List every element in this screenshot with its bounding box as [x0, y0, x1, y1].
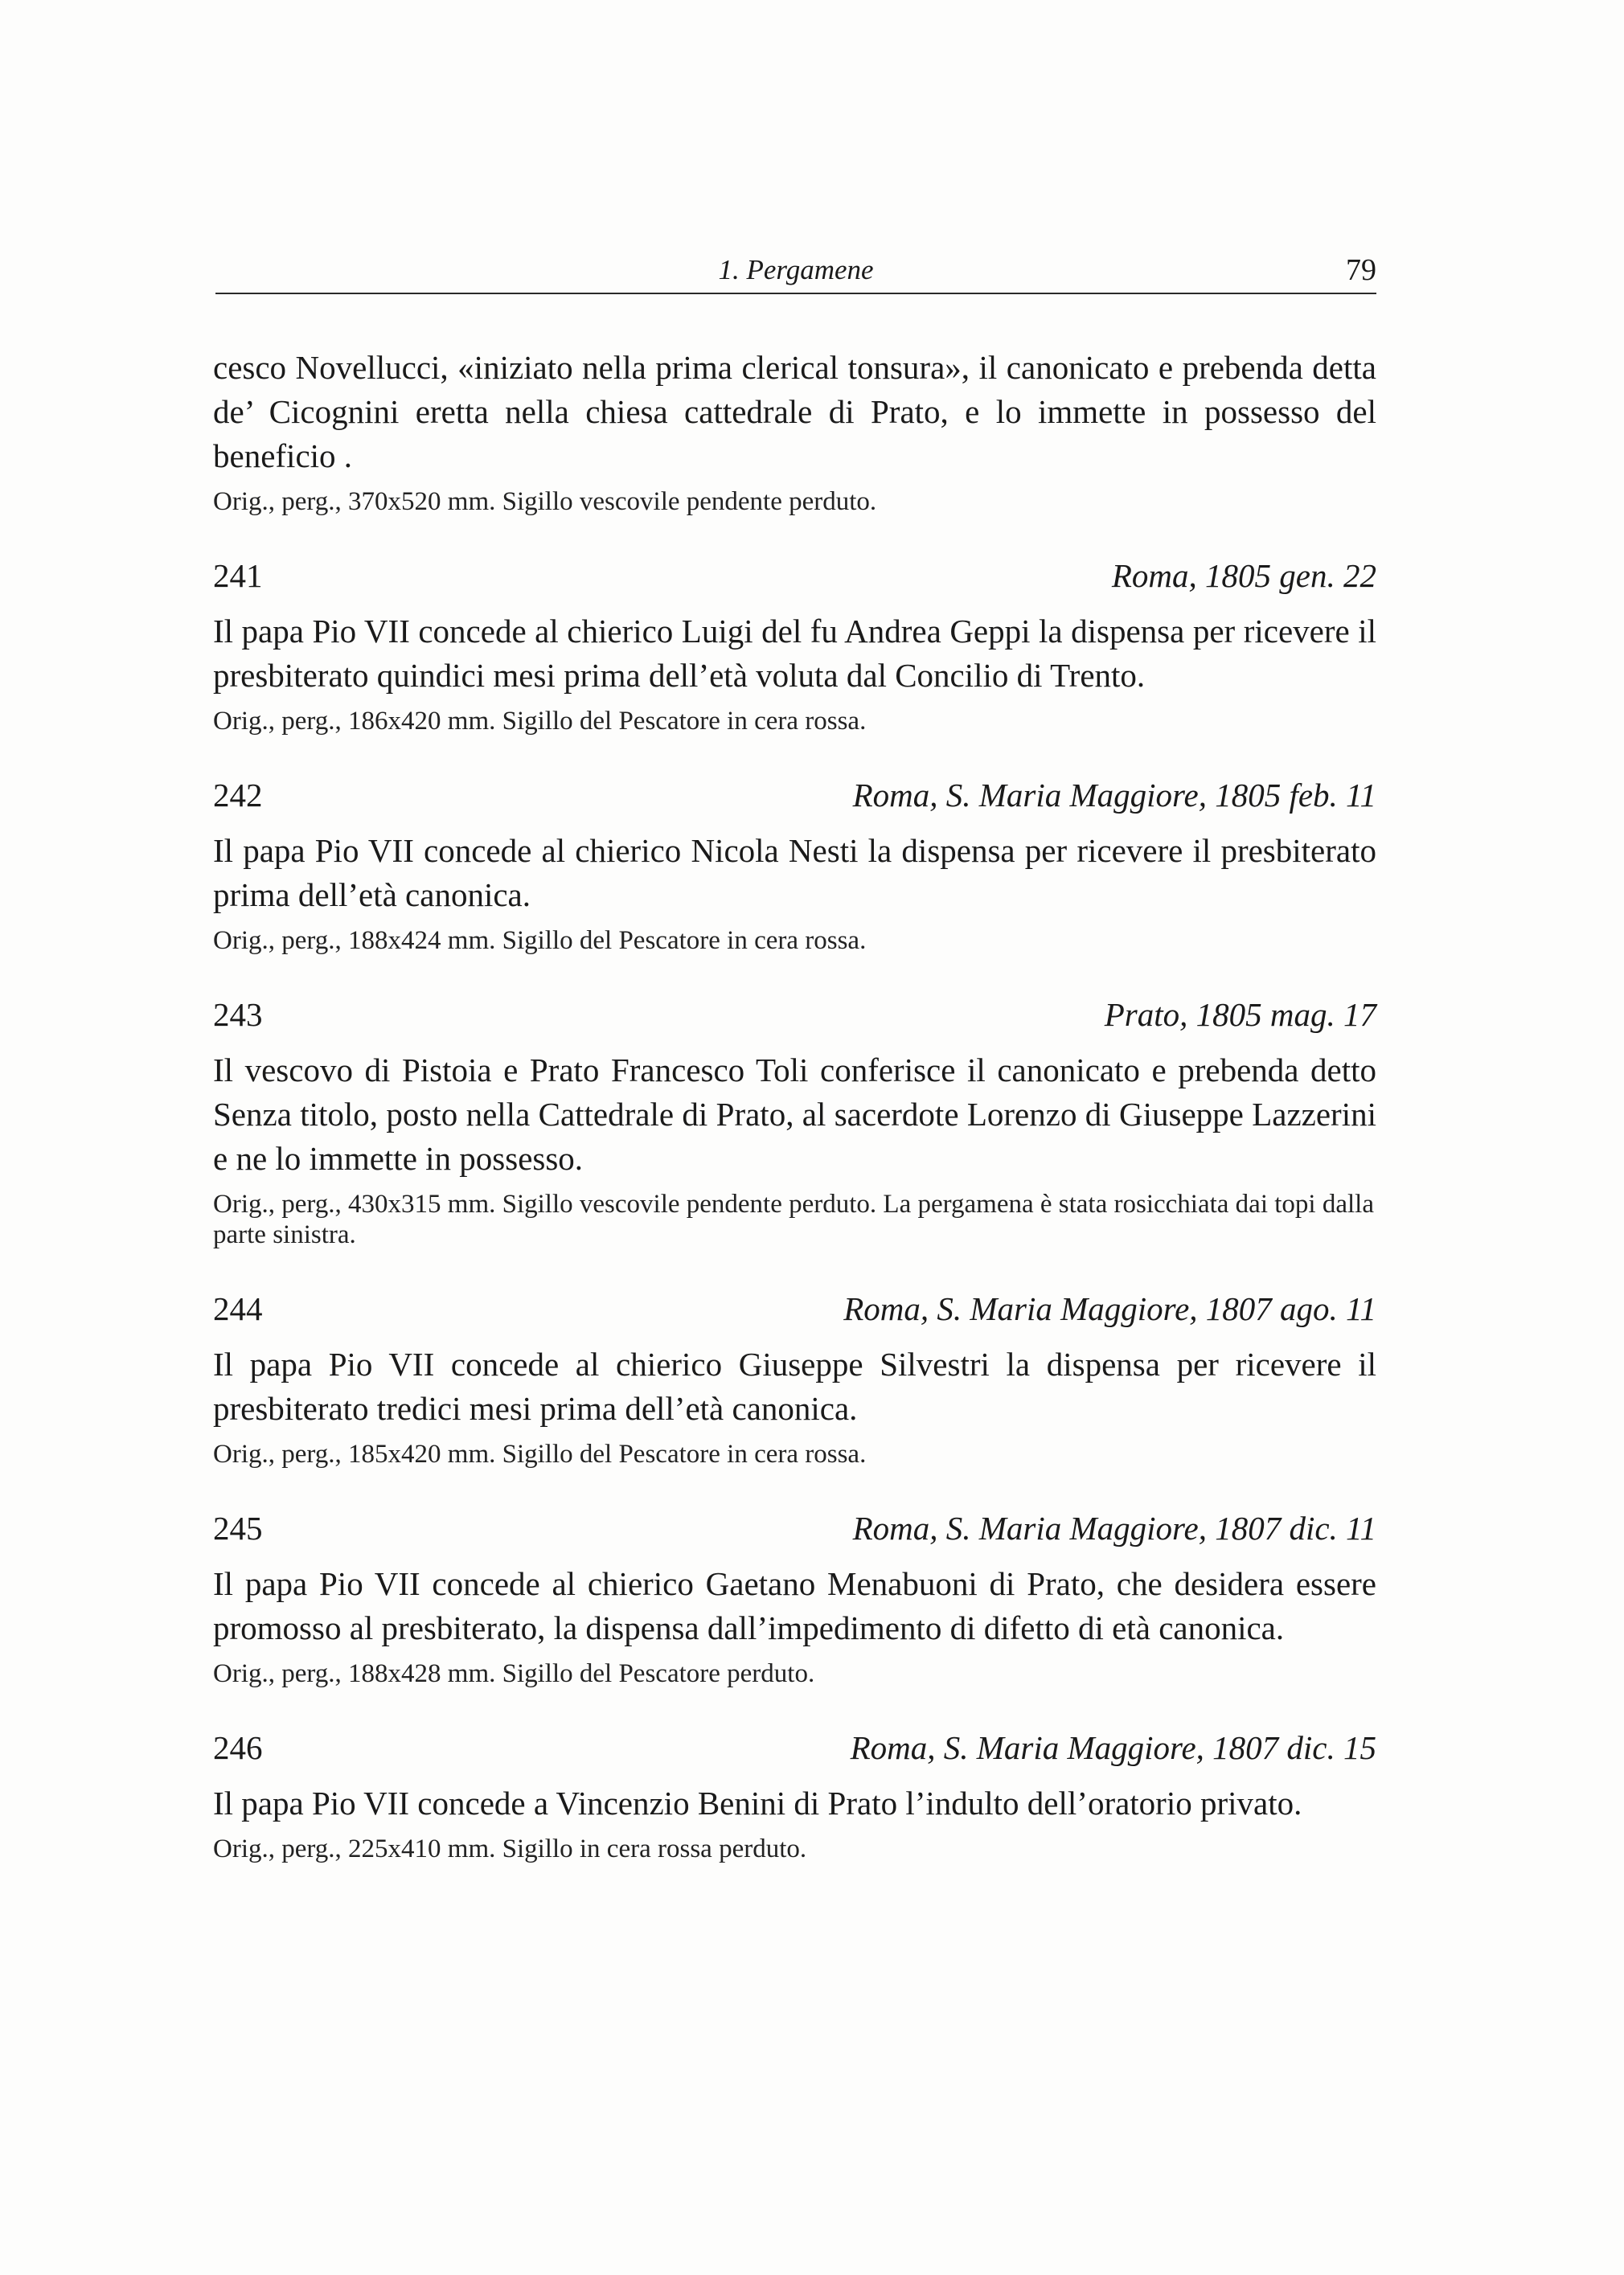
section-title: 1. Pergamene: [718, 254, 874, 285]
entry-number: 241: [213, 557, 263, 594]
entry-note: Orig., perg., 186x420 mm. Sigillo del Pescatore in cera rossa.: [213, 707, 867, 736]
entry-246: [213, 1726, 1376, 1864]
entry-245: [213, 1506, 1376, 1689]
entry-place-date: Roma, S. Maria Maggiore, 1807 dic. 15: [850, 1729, 1376, 1766]
entry-heading: [213, 993, 1376, 1037]
entry-note: Orig., perg., 188x428 mm. Sigillo del Pescatore perduto.: [213, 1659, 815, 1688]
entry-number: 246: [213, 1729, 263, 1766]
entry-place-date: Prato, 1805 mag. 17: [1104, 996, 1376, 1033]
entry-place-date: Roma, S. Maria Maggiore, 1807 ago. 11: [843, 1290, 1376, 1327]
entry-241: [213, 554, 1376, 736]
entry-heading: [213, 1506, 1376, 1551]
entry-text: Il papa Pio VII concede al chierico Luigi del fu Andrea Geppi la dispensa per ricevere il presbiterato quindici mesi prima dell’età voluta dal Concilio di Trento.: [213, 613, 1376, 694]
entry-text: Il vescovo di Pistoia e Prato Francesco Toli conferisce il canonicato e prebenda detto Senza titolo, posto nella Cattedrale di Prato, al sacerdote Lorenzo di Giuseppe Lazzerini e ne lo immette in possesso.: [213, 1051, 1376, 1177]
entry-place-date: Roma, 1805 gen. 22: [1111, 557, 1376, 594]
entry-text: Il papa Pio VII concede al chierico Nicola Nesti la dispensa per ricevere il presbiterato prima dell’età canonica.: [213, 832, 1376, 913]
entry-place-date: Roma, S. Maria Maggiore, 1807 dic. 11: [852, 1510, 1376, 1547]
entry-number: 245: [213, 1510, 263, 1547]
entry-heading: [213, 773, 1376, 818]
running-header: [215, 251, 1376, 294]
entry-number: 242: [213, 777, 263, 814]
entry-text: Il papa Pio VII concede al chierico Gaetano Menabuoni di Prato, che desidera essere promosso al presbiterato, la dispensa dall’impedimento di difetto di età canonica.: [213, 1565, 1376, 1646]
entry-place-date: Roma, S. Maria Maggiore, 1805 feb. 11: [852, 777, 1376, 814]
entry-text: Il papa Pio VII concede a Vincenzio Benini di Prato l’indulto dell’oratorio privato.: [213, 1785, 1302, 1822]
entry-243: [213, 993, 1376, 1250]
entry-note: Orig., perg., 225x410 mm. Sigillo in cera rossa perduto.: [213, 1834, 807, 1863]
entry-note: Orig., perg., 188x424 mm. Sigillo del Pescatore in cera rossa.: [213, 926, 867, 955]
page-body: [213, 346, 1376, 1864]
continued-entry: [213, 346, 1376, 517]
entry-number: 243: [213, 996, 263, 1033]
entry-242: [213, 773, 1376, 956]
entry-text: Il papa Pio VII concede al chierico Giuseppe Silvestri la dispensa per ricevere il presbiterato tredici mesi prima dell’età canonica.: [213, 1346, 1376, 1427]
entry-244: [213, 1287, 1376, 1470]
entry-number: 244: [213, 1290, 263, 1327]
entry-heading: [213, 1287, 1376, 1331]
entry-heading: [213, 554, 1376, 598]
entry-text: cesco Novellucci, «iniziato nella prima clerical tonsura», il canonicato e prebenda detta de’ Cicognini eretta nella chiesa cattedrale di Prato, e lo immette in possesso del beneficio .: [213, 349, 1376, 474]
page-number: 79: [1346, 253, 1376, 287]
entry-note: Orig., perg., 185x420 mm. Sigillo del Pescatore in cera rossa.: [213, 1440, 867, 1469]
entry-heading: [213, 1726, 1376, 1770]
entry-note: Orig., perg., 430x315 mm. Sigillo vescovile pendente perduto. La pergamena è stata rosicchiata dai topi dalla parte sinistra.: [213, 1190, 1374, 1249]
entry-note: Orig., perg., 370x520 mm. Sigillo vescovile pendente perduto.: [213, 487, 877, 516]
